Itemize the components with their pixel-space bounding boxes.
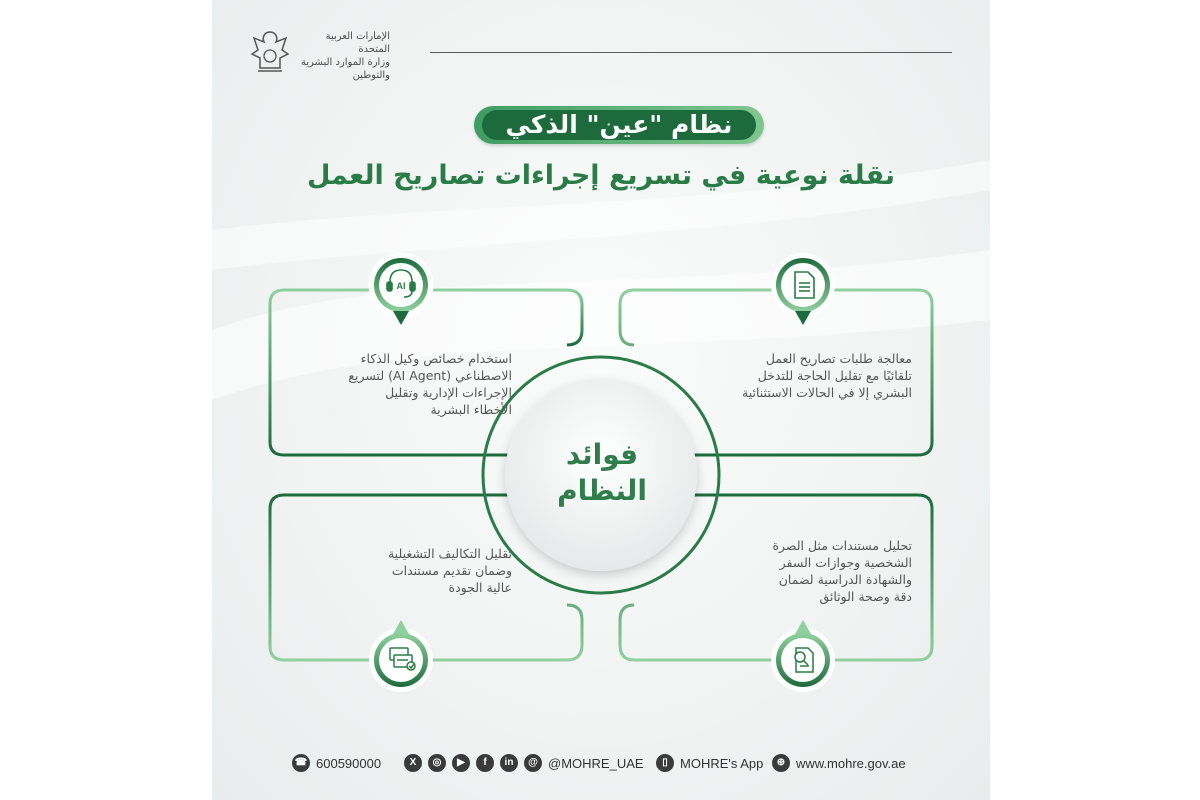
card-line: معالجة طلبات تصاريح العمل — [765, 351, 912, 366]
card-line: استخدام خصائص وكيل الذكاء — [360, 351, 512, 366]
website-url: www.mohre.gov.ae — [796, 755, 906, 771]
card-top-right-text — [692, 350, 912, 401]
footer-website[interactable] — [772, 754, 906, 772]
linkedin-icon[interactable]: in — [500, 754, 518, 772]
card-bottom-right-text — [692, 537, 912, 605]
phone-number: 600590000 — [316, 755, 382, 771]
center-title-line2: النظام — [557, 474, 647, 507]
card-line: تحليل مستندات مثل الصرة — [772, 538, 912, 553]
globe-icon: ⊕ — [772, 754, 790, 772]
instagram-icon[interactable]: ◎ — [428, 754, 446, 772]
mobile-app-icon: ▯ — [656, 754, 674, 772]
card-line: تلقائيًا مع تقليل الحاجة للتدخل — [757, 368, 912, 383]
page-subtitle: نقلة نوعية في تسريع إجراءات تصاريح العمل — [306, 160, 896, 191]
card-line: وضمان تقديم مستندات — [391, 563, 512, 578]
ministry-line: وزارة الموارد البشرية — [300, 57, 390, 68]
threads-icon[interactable]: @ — [524, 754, 542, 772]
center-title-line1: فوائد — [565, 438, 639, 471]
facebook-icon[interactable]: f — [476, 754, 494, 772]
card-top-left-text — [292, 350, 512, 418]
social-handle[interactable]: @MOHRE_UAE — [548, 755, 644, 771]
page-title: نظام "عين" الذكي — [505, 110, 733, 139]
footer-phone[interactable] — [292, 754, 381, 772]
footer — [212, 748, 990, 778]
card-top-left — [284, 290, 582, 345]
footer-social — [404, 754, 644, 772]
app-name: MOHRE's App — [680, 755, 764, 771]
phone-icon: ☎ — [292, 754, 310, 772]
poster — [212, 0, 990, 800]
card-line: الأخطاء البشرية — [430, 402, 512, 417]
center-title — [502, 437, 702, 509]
card-bottom-left-text — [292, 545, 512, 596]
card-line: عالية الجودة — [448, 580, 512, 595]
card-line: والشهادة الدراسية لضمان — [778, 572, 912, 587]
youtube-icon[interactable]: ▶ — [452, 754, 470, 772]
badge-top-right — [771, 253, 835, 325]
card-line: الإجراءات الإدارية وتقليل — [385, 385, 512, 400]
card-line: دقة وصحة الوثائق — [819, 589, 912, 604]
ai-badge-text: AI — [396, 281, 406, 291]
ministry-line: الإمارات العربية المتحدة — [325, 31, 390, 55]
ministry-line: والتوطين — [352, 70, 390, 81]
footer-app[interactable] — [656, 754, 763, 772]
x-icon[interactable]: X — [404, 754, 422, 772]
card-line: الاصطناعي (AI Agent) لتسريع — [348, 368, 512, 383]
card-line: البشري إلا في الحالات الاستثنائية — [742, 385, 912, 400]
card-line: تقليل التكاليف التشغيلية — [387, 546, 512, 561]
card-line: الشخصية وجوازات السفر — [779, 555, 912, 570]
